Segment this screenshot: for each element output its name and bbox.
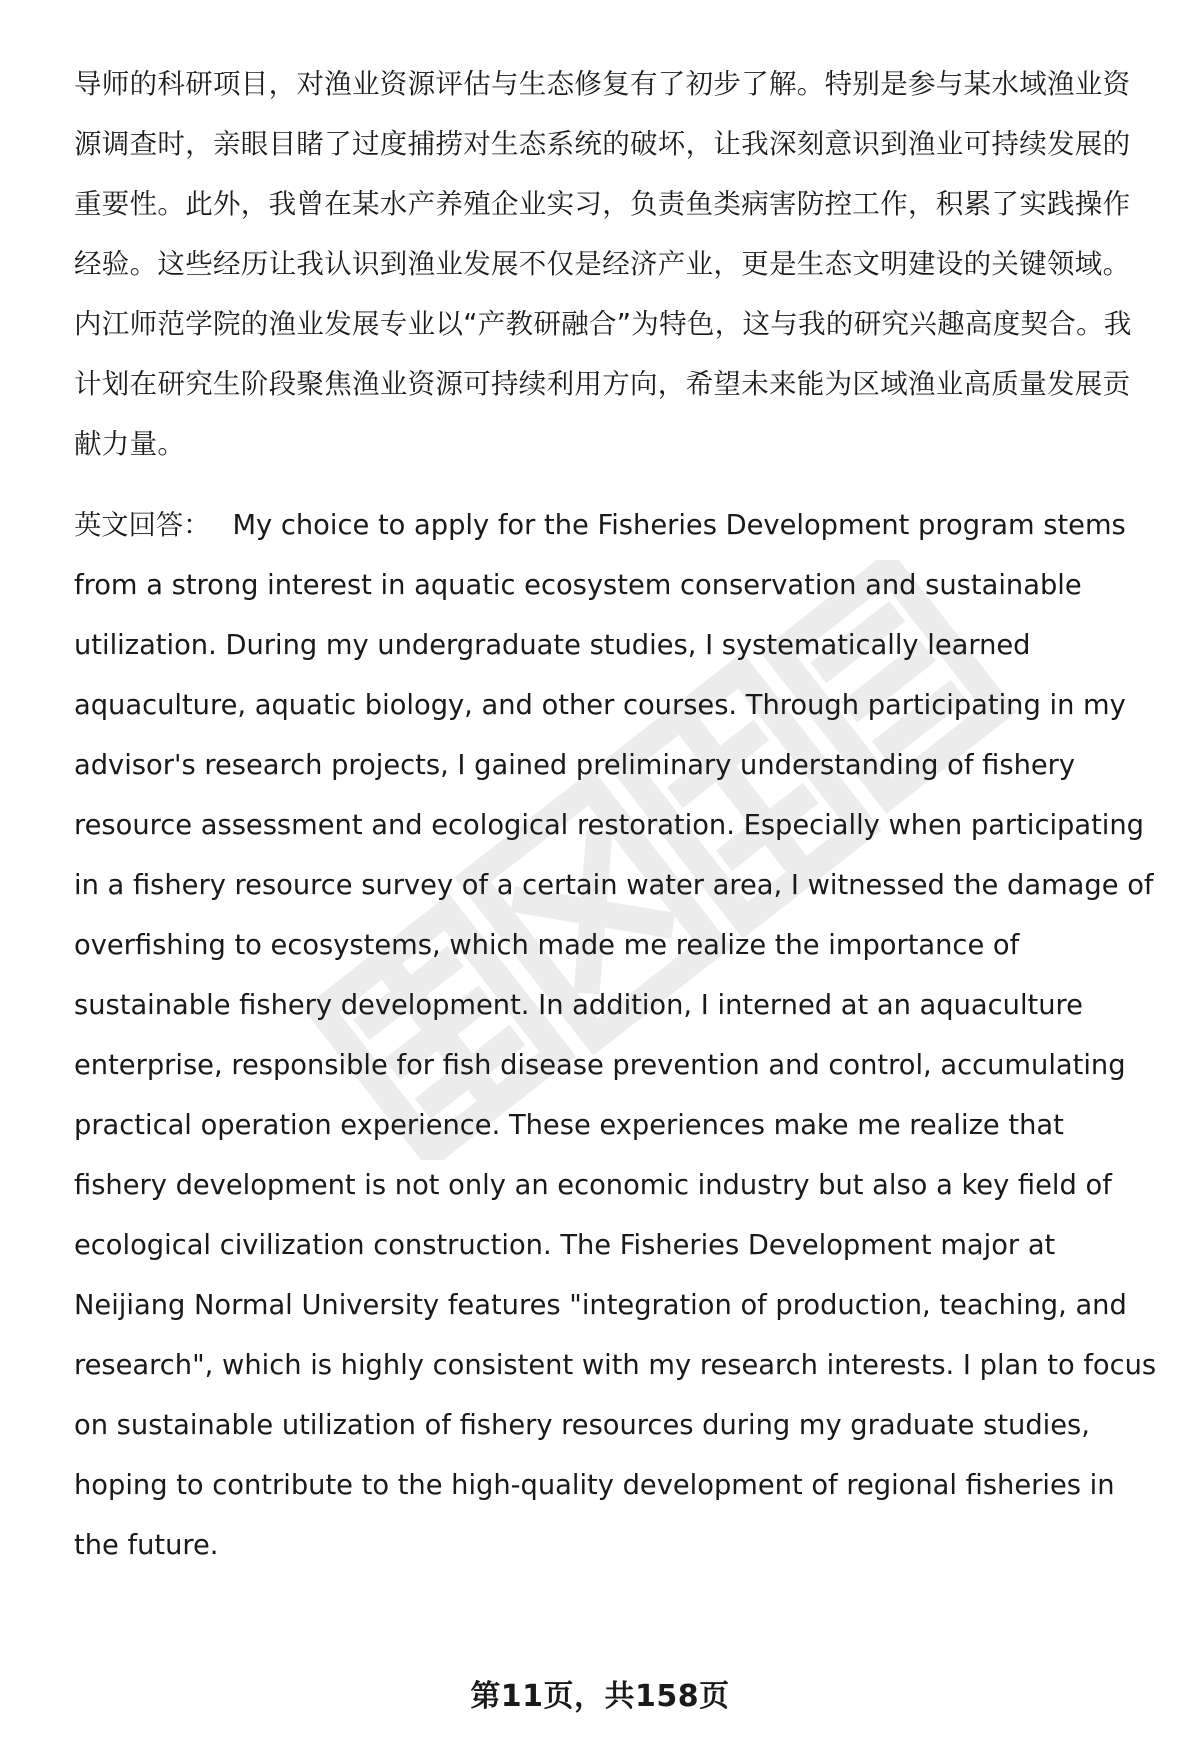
page-number-footer: 第11页，共158页: [470, 1679, 730, 1714]
english-answer-paragraph: [74, 496, 1158, 1576]
english-answer-label: 英文回答：: [74, 510, 211, 541]
chinese-answer-paragraph: 导师的科研项目，对渔业资源评估与生态修复有了初步了解。特别是参与某水域渔业资源调查时，亲眼目睹了过度捕捞对生态系统的破坏，让我深刻意识到渔业可持续发展的重要性。此外，我曾在某水产养殖企业实习，负责鱼类病害防控工作，积累了实践操作经验。这些经历让我认识到渔业发展不仅是经济产业，更是生态文明建设的关键领域。内江师范学院的渔业发展专业以“产教研融合”为特色，这与我的研究兴趣高度契合。我计划在研究生阶段聚焦渔业资源可持续利用方向，希望未来能为区域渔业高质量发展贡献力量。: [74, 68, 1132, 460]
english-answer-text: My choice to apply for the Fisheries Development program stems from a strong interest in aquatic ecosystem conservation and sustainable utilization. During my undergraduate studies, I systematically learned aquaculture, aquatic biology, and other courses. Through participating in my advisor's research projects, I gained preliminary understanding of fishery resource assessment and ecological restoration. Especially when participating in a fishery resource survey of a certain water area, I witnessed the damage of overfishing to ecosystems, which made me realize the importance of sustainable fishery development. In addition, I interned at an aquaculture enterprise, responsible for fish disease prevention and control, accumulating practical operation experience. These experiences make me realize that fishery development is not only an economic industry but also a key field of ecological civilization construction. The Fisheries Development major at Neijiang Normal University features "integration of production, teaching, and research", which is highly consistent with my research interests. I plan to focus on sustainable utilization of fishery resources during my graduate studies, hoping to contribute to the high-quality development of regional fisheries in the future.: [74, 510, 1157, 1561]
